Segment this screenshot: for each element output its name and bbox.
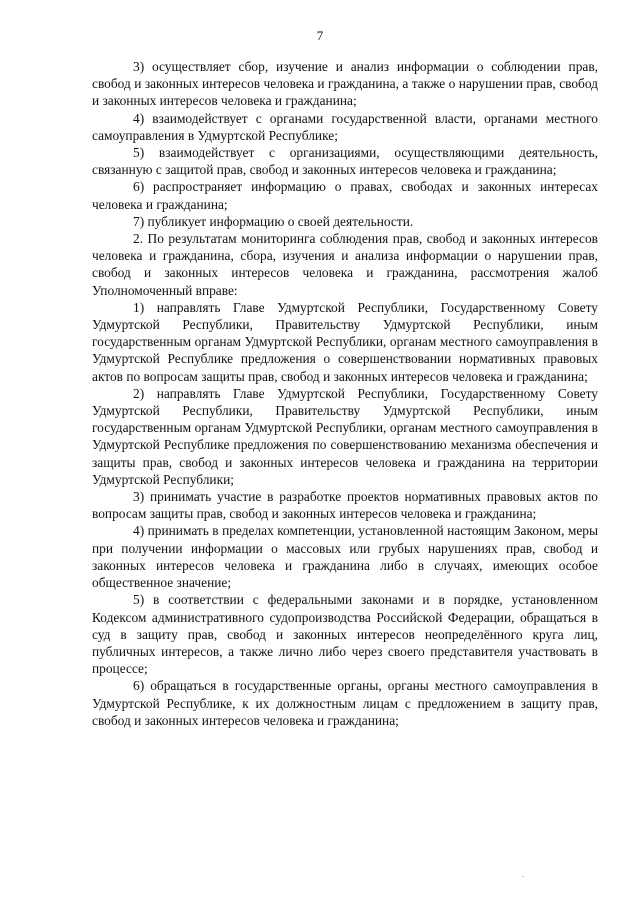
list-item-3-collects-information: 3) осуществляет сбор, изучение и анализ информации о соблюдении прав, свобод и законных интересов человека и гражданина, а также о нарушении прав, свобод и законных интересов человека и гражданина; bbox=[92, 59, 598, 109]
list-item-6-disseminates-information: 6) распространяет информацию о правах, свободах и законных интересах человека и гражданина; bbox=[92, 179, 598, 212]
right-4-measures-mass-violations: 4) принимать в пределах компетенции, установленной настоящим Законом, меры при получении информации о массовых или грубых нарушениях прав, свобод и законных интересов человека и гражданина либо в случаях, имеющих особое общественное значение; bbox=[92, 523, 598, 591]
right-2-proposals-mechanism: 2) направлять Главе Удмуртской Республики, Государственному Совету Удмуртской Республики, Правительству Удмуртской Республики, иным государственным органам Удмуртской Республики, органам местного самоуправления в Удмуртской Республике предложения по совершенствованию механизма обеспечения и защиты прав, свобод и законных интересов человека и гражданина на территории Удмуртской Республики; bbox=[92, 385, 598, 487]
right-5-court-appeal: 5) в соответствии с федеральными законами и в порядке, установленном Кодексом административного судопроизводства Российской Федерации, обращаться в суд в защиту прав, свобод и законных интересов неопределённого круга лиц, публичных интересов, а также лично либо через своего представителя участвовать в процессе; bbox=[92, 592, 598, 677]
section-2-intro: 2. По результатам мониторинга соблюдения прав, свобод и законных интересов человека и гражданина, сбора, изучения и анализа информации о нарушении прав, свобод и законных интересов человека и гражданина, рассмотрения жалоб Уполномоченный вправе: bbox=[92, 231, 598, 298]
list-item-5-interacts-with-organizations: 5) взаимодействует с организациями, осуществляющими деятельность, связанную с защитой прав, свобод и законных интересов человека и гражданина; bbox=[92, 145, 598, 178]
scan-speck bbox=[522, 876, 524, 877]
right-6-appeal-to-bodies: 6) обращаться в государственные органы, органы местного самоуправления в Удмуртской Республике, к их должностным лицам с предложением в защиту прав, свобод и законных интересов человека и гражданина; bbox=[92, 678, 598, 728]
document-body bbox=[92, 58, 598, 729]
right-1-proposals-legislation: 1) направлять Главе Удмуртской Республики, Государственному Совету Удмуртской Республики, Правительству Удмуртской Республики, иным государственным органам Удмуртской Республики, органам местного самоуправления в Удмуртской Республике предложения о совершенствовании нормативных правовых актов по вопросам защиты прав, свобод и законных интересов человека и гражданина; bbox=[92, 299, 598, 384]
list-item-7-publishes-activity: 7) публикует информацию о своей деятельности. bbox=[133, 213, 414, 229]
right-3-drafting-participation: 3) принимать участие в разработке проектов нормативных правовых актов по вопросам защиты прав, свобод и законных интересов человека и гражданина; bbox=[92, 489, 598, 522]
list-item-4-interacts-with-authorities: 4) взаимодействует с органами государственной власти, органами местного самоуправления в Удмуртской Республике; bbox=[92, 110, 598, 143]
page-number: 7 bbox=[316, 28, 324, 43]
